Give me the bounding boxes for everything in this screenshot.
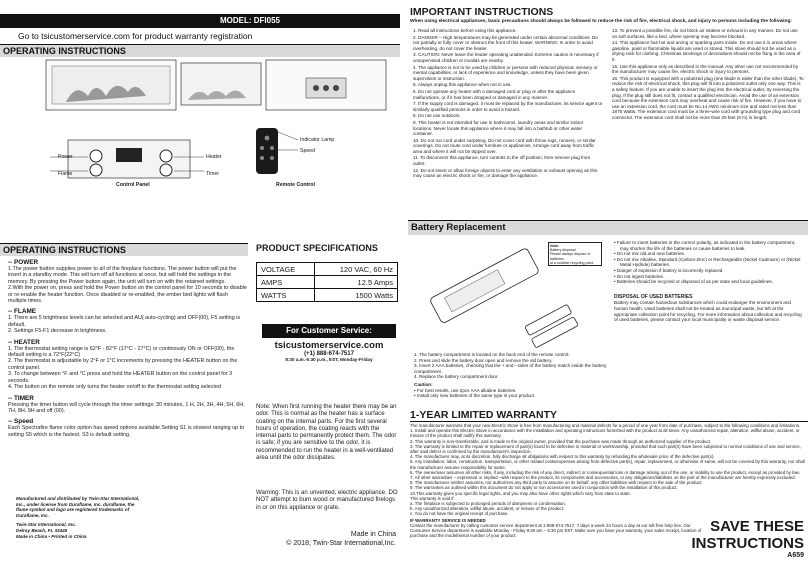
power-heading: -- POWER	[8, 259, 39, 266]
battery-bullet-text: Failure to insert batteries in the correct polarity, as indicated in the battery compartment, may shorten the life of the batteries or cause batteries to leak.	[616, 240, 796, 251]
spec-row	[257, 276, 398, 289]
fireplace-drawing	[16, 58, 396, 188]
operating-instructions-heading-2: OPERATING INSTRUCTIONS	[0, 243, 248, 256]
label-heater: Heater	[206, 154, 222, 160]
heater-p1: 1. The thermostat setting range is 62°F - 82°F (17°C - 27°C) or continously ON or OFF(00), the default setting is a 72°F(22°C)	[8, 345, 235, 359]
warranty-line: The manufacturer warrants that your new Electric Stove is free from manufacturing and material defects for a period of one year from date of purchase, subject to the following conditions and limitations.	[410, 423, 801, 428]
made-in	[250, 530, 396, 548]
warranty-line: This warranty is void if:	[410, 495, 455, 501]
save-l2: INSTRUCTIONS	[691, 535, 804, 552]
copyright: © 2018, Twin-Star International,Inc.	[286, 540, 396, 547]
battery-bullet: • Do not mix Alkaline, Standard (Carbon-Zinc) or Rechargeable (Nickel Cadmium) or (Nickel Metal Hydride) batteries.	[614, 256, 801, 268]
battery-step: 2. Press and slide the battery door open and remove the old battery.	[414, 357, 553, 363]
warranty-line: 2. This warranty is non-transferable, and is made to the original owner, provided that the purchase was made through an authorized supplier of the product.	[410, 438, 712, 444]
battery-bullet-text: Do not mix old and new batteries.	[616, 251, 686, 257]
disposal-text: Battery may contain hazardous substances which could endanger the environment and human health. Used batteries shall not be treated as municipal waste, but left at the appropriate collection point for recycling. For more information about collection and recycling of used batteries, please contact your local municipality or waste disposal service.	[614, 300, 802, 323]
warranty-line: 1. Install and operate this Electric Stove in accordance with the installation and operating instructions furnished with the product at all times. Any unauthorized repair, alteration, willful abuse, accident, or misuse of the product shall nullify this warranty.	[410, 428, 800, 439]
battery-step: 3. Insert 2 AAA batteries, checking that the + and - sides of the battery match inside the battery compartment.	[414, 363, 607, 374]
battery-bullet-text: Do not mix Alkaline, Standard (Carbon-Zinc) or Rechargeable (Nickel Cadmium) or (Nickel Metal Hydride) batteries.	[616, 256, 801, 268]
label-timer: Timer	[206, 171, 220, 177]
warranty-line: 6. The owner/user assumes all other risks, if any, including the risk of any direct, indirect or consequential loss or damage arising out of the use, or inability to use the product, except as provided by law.	[410, 469, 800, 475]
warranty-line: 9. The warranties as outlined within this document do not apply to non accessories used in conjunction with the installation of this product.	[410, 485, 678, 491]
battery-caution: • Install only new batteries of the same type in your product.	[414, 393, 536, 399]
spec-row	[257, 289, 398, 302]
spec-value: 12.5 Amps	[314, 276, 397, 289]
save-l1: SAVE THESE	[710, 518, 804, 535]
disposal-heading: DISPOSAL OF USED BATTERIES	[614, 293, 693, 300]
warranty-service-heading: IF WARRANTY SERVICE IS NEEDED	[410, 517, 486, 523]
label-flame: Flame	[58, 171, 73, 177]
customer-service-title: For Customer Service:	[262, 324, 396, 338]
important-title: IMPORTANT INSTRUCTIONS	[410, 6, 554, 18]
battery-note-title: Note:	[550, 244, 560, 248]
warning-note: Warning: This is an unvented, electric appliance. DO NOT attempt to burn wood or manufactured firelogs in or on this appliance or grate.	[256, 489, 398, 511]
speed-heading: -- Speed	[8, 418, 34, 426]
important-item: 16. This product is equipped with a polarized plug (one blade is wider than the other blade). To reduce the risk of electrical shock, this plug will fit into a polarized outlet only one way. This is a safety feature. If you are unable to insert the plug into the electrical outlet, try reversing the plug. If the plug still does not fit, contact a qualified electrician. Avoid the use of an extension cord because the extension cord may overheat and cause risk of fire. However, if you have to use an extension cord, the cord must be No.14 AWG minimum size and rated not less than 1875 Watts. The extension cord must be a three-wire cord with grounding type plug and cord connector. The extension cord shall not be more than 20 feet (6 m) in length.	[612, 75, 804, 120]
warranty-line: 5. Any installation, labor, construction, transportation, or other related costs/expenses arising from defective part(s), repair, replacement, or otherwise of same, will not be covered by this warranty, nor shall the manufacturer assume responsibility for same.	[410, 459, 805, 470]
important-item: 2. DANGER – High temperatures may be generated under certain abnormal conditions. Do not partially or fully cover or obstruct the front of this heater. WARNING: In order to avoid overheating, do not cover the heater.	[413, 34, 598, 51]
warranty-line: 8. The manufacturer neither assumes, nor authorizes any third party to assume on its behalf, any other liabilities with respect to the sale of the product.	[410, 480, 703, 486]
heater-p2: 2. The thermostat is adjustable by 2°F or 1°C increments by pressing the HEATER button on the control panel.	[8, 358, 238, 371]
heater-p3: 3. To change between °F and °C press and hold the HEATER button on the control panel for 3 seconds.	[8, 371, 233, 384]
label-speed: Speed	[300, 148, 316, 154]
important-item: 11. To disconnect this appliance, turn controls to the off position, then remove plug from outlet.	[413, 155, 591, 167]
warranty-line: c. You do not have the original receipt of purchase.	[410, 511, 509, 517]
battery-note-l2: Please always dispose of batteries	[550, 252, 591, 261]
battery-note-l1: Battery disposal	[550, 248, 576, 253]
warranty-line: 4. The manufacturer may, at its discretion, fully discharge all obligations with respect to this warranty by refunding the wholesale price of the defective part(s).	[410, 454, 715, 460]
important-list-right	[612, 28, 804, 121]
spec-key: VOLTAGE	[257, 263, 315, 276]
flame-heading: -- FLAME	[8, 308, 37, 316]
label-remote-control: Remote Control	[276, 182, 315, 188]
warranty-line: a. The fireplace is subjected to prolonged periods of dampness or condensation.	[410, 501, 566, 507]
battery-step: 1. The battery compartment is located on the back end of the remote control.	[414, 352, 570, 357]
label-indicator-lamp: Indicator Lamp	[300, 137, 335, 143]
flame-p2: 2. Settings F5-F1 decrease in brightness.	[8, 328, 107, 335]
warranty-registration-note: Go to tsicustomerservice.com for product warranty registration	[18, 31, 253, 41]
timer-p1: Pressing the timer button will cycle through the timer settings: 30 minutes, 1 H, 2H, 3H, 4H, 5H, 6H, 7H, 8H, 9H and off (00).	[8, 401, 245, 414]
battery-bullet: • Do not ingest batteries.	[614, 273, 665, 279]
battery-bullet-text: Do not ingest batteries.	[616, 273, 665, 279]
power-p1: 1.The power button supplies power to all of the fireplace functions. The power button will put the insert in a standby mode. This will turn off all functions at once, but will hold the settings in the memory. By pressing the Power button again, the unit will turn on with the retained settings.	[8, 266, 237, 285]
important-item: 10. Do not run cord under carpeting. Do not cover cord with throw rugs, runners, or similar coverings. Do not route cord under furniture or appliances. Arrange cord away from traffic area and where it will not be tripped over.	[413, 137, 596, 154]
model-bar	[0, 14, 400, 28]
battery-bullet: • Batteries should be recycled or disposed of as per state and local guidelines.	[614, 279, 773, 285]
spec-key: AMPS	[257, 276, 315, 289]
battery-bullet: • Do not mix old and new batteries.	[614, 251, 686, 257]
important-item: 7. If the supply cord is damaged, it must be replaced by the manufacturer, its service agent or similarly qualified persons in order to avoid a hazard.	[413, 101, 603, 112]
important-item: 1. Read all instructions before using this appliance.	[413, 28, 517, 33]
manufacturer-info	[16, 496, 146, 539]
important-item: 5. Always unplug this appliance when not in use.	[413, 82, 512, 88]
battery-bullet: • Failure to insert batteries in the correct polarity, as indicated in the battery compartment, may shorten the life of the batteries or cause batteries to leak.	[614, 240, 796, 251]
customer-site: tsicustomerservice.com	[274, 340, 384, 351]
battery-note-box	[548, 242, 602, 266]
control-panel-illustration	[16, 58, 396, 188]
timer-heading: -- TIMER	[8, 394, 34, 402]
manufacturer-l2: Twin-Star International, Inc.	[16, 522, 77, 528]
spec-table	[256, 262, 398, 302]
spec-title: PRODUCT SPECIFICATIONS	[256, 243, 378, 253]
manufacturer-l1: Manufactured and distributed by Twin-Star International, Inc., under license from Duraflame, Inc. duraflame, the flame symbol and logo are registered trademarks of Duraflame, Inc.	[16, 496, 140, 518]
manufacturer-l3: Delray Beach, FL 33445	[16, 527, 68, 533]
save-instructions	[690, 518, 808, 560]
manufacturer-l4: Made in China • Printed in China	[16, 533, 87, 539]
battery-caution: • For best results, use 2pcs AAA alkaline batteries.	[414, 387, 517, 393]
warranty-title: 1-YEAR LIMITED WARRANTY	[410, 409, 808, 422]
label-control-panel: Control Panel	[116, 182, 150, 188]
warranty-line: 10.This warranty gives you specific legal rights, and you may also have other rights which vary from state to state.	[410, 490, 631, 496]
warranty-line: b. Any unauthorized alteration, willful abuse, accident, or misuse of the product.	[410, 506, 565, 512]
battery-steps	[414, 352, 610, 399]
battery-bullet: • Danger of explosion if battery is incorrectly replaced.	[614, 267, 724, 273]
important-intro: When using electrical appliances, basic precautions should always be followed to reduce the risk of fire, electrical shock, and injury to persons including the following:	[410, 19, 792, 24]
important-list-left	[413, 28, 603, 179]
heater-p4: 4. The button on the remote only turns the heater on/off to the thermostat setting selected	[8, 384, 221, 391]
battery-bullet-text: Danger of explosion if battery is incorrectly replaced.	[616, 267, 724, 273]
heater-heading: -- HEATER	[8, 338, 40, 346]
battery-illustration	[414, 238, 604, 348]
important-item: 4. The appliance is not to be used by children or persons with reduced physical, sensory or mental capabilities, or lack of experience and knowledge, unless they have been given supervision or instruction.	[413, 64, 598, 81]
model-number: MODEL: DFI055	[219, 16, 280, 25]
customer-phone: (+1) 888-674-7517	[304, 351, 354, 357]
battery-note-l3: at a suitable recycling point	[550, 260, 594, 265]
power-p2: 2.With the power on, press and hold the Power button on the control panel for 10 seconds to disable or re-enable the heater function. Once disabled or re-enabled, the ember bed lights will flash multiple times.	[8, 285, 247, 305]
battery-bullets	[614, 240, 804, 323]
important-item: 14. This appliance has hot and arcing or sparking parts inside. Do not use it in areas where gasoline, paint or flammable liquids are used or stored. This stove should not be used as a drying rack for clothing. Christmas stockings or decorations should not be flung in the area of it.	[612, 40, 801, 62]
customer-service-box	[262, 340, 396, 362]
odor-note: Note: When first running the heater there may be an odor. This is normal as the heater has a surface coating on the internal parts. For the first several hours of operation, the coating reacts with the internal parts to permanently protect them. The odor is safe; if you are sensitive to the odor, it is recommended to run the heater in a well-ventilated area until the odor dissipates.	[256, 403, 397, 462]
flame-p1: 1. There are 5 brightness levels can be selected and AU( auto-cycling) and OFF(00), F5 setting is default.	[8, 315, 241, 328]
operating-instructions-body	[8, 259, 248, 438]
important-item: 3. CAUTION: Never leave the heater operating unattended. Extreme caution is necessary if unsupervised children or invalids are nearby.	[413, 52, 599, 63]
label-power: Power	[58, 154, 73, 160]
warranty-line: 3. The warranty is limited to the repair or replacement of part(s) found to be defective in material or workmanship, provided that such part(s) have been subjected to normal conditions of use and service, after said defect is confirmed by the manufacturer's inspection.	[410, 443, 801, 455]
battery-caution-heading: Caution:	[414, 381, 433, 387]
spec-row	[257, 263, 398, 276]
spec-key: WATTS	[257, 289, 315, 302]
warranty-service-text: Contact the manufacturer by calling customer service department at 1-888-674-7517, 7 days a week 24 hours a day at our toll-free help line. Our Consumer Service department is available Monday - Friday 8:30 am – 5:30 pm EST. Make sure you have your warranty, your sales receipt, location of purchase and the model/serial number of your product.	[410, 522, 702, 539]
important-item: 8. Do not use outdoors.	[413, 113, 461, 119]
important-item: 6. Do not operate any heater with a damaged cord or plug or after the appliance malfunctions, or if it has been dropped or damaged in any manner.	[413, 88, 576, 100]
document-code: A659	[787, 552, 804, 559]
warranty-line: 7. All other warranties – expressed or implied –with respect to the product, its components and accessories, or any obligations/liabilities on the part of the manufacturer are hereby expressly excluded.	[410, 475, 796, 481]
made-in-china: Made in China	[350, 531, 396, 538]
important-item: 13. To prevent a possible fire, do not block air intakes or exhaust in any manner. Do not use on soft surfaces, like a bed, where opening may become blocked.	[612, 28, 798, 39]
operating-instructions-heading-1: OPERATING INSTRUCTIONS	[0, 44, 400, 57]
speed-p1: Each Spectrafire flame color option has speed options available.Setting S1 is slowest ranging up to setting S5 which is the fastest. S3 is default setting.	[8, 425, 245, 438]
important-item: 9. This heater is not intended for use in bathrooms, laundry areas and similar indoor locations. Never locate this appliance where it may fall into a bathtub or other water container.	[413, 119, 584, 137]
battery-step: 4. Replace the battery compartment door.	[414, 374, 499, 380]
spec-value: 120 VAC, 60 Hz	[314, 263, 397, 276]
important-item: 12. Do not insert or allow foreign objects to enter any ventilation or exhaust opening as this may cause an electric shock or fire, or damage the appliance.	[413, 167, 598, 179]
battery-heading: Battery Replacement	[408, 220, 808, 235]
spec-value: 1500 Watts	[314, 289, 397, 302]
important-item: 15. Use this appliance only as described in the manual. Any other use not recommended by the manufacturer may cause fire, electric shock or injury to persons.	[612, 63, 799, 75]
battery-bullet-text: Batteries should be recycled or disposed of as per state and local guidelines.	[616, 279, 773, 285]
customer-hours: 8:30 a.m.-5:30 p.m., EST, Monday-Friday	[285, 357, 373, 362]
